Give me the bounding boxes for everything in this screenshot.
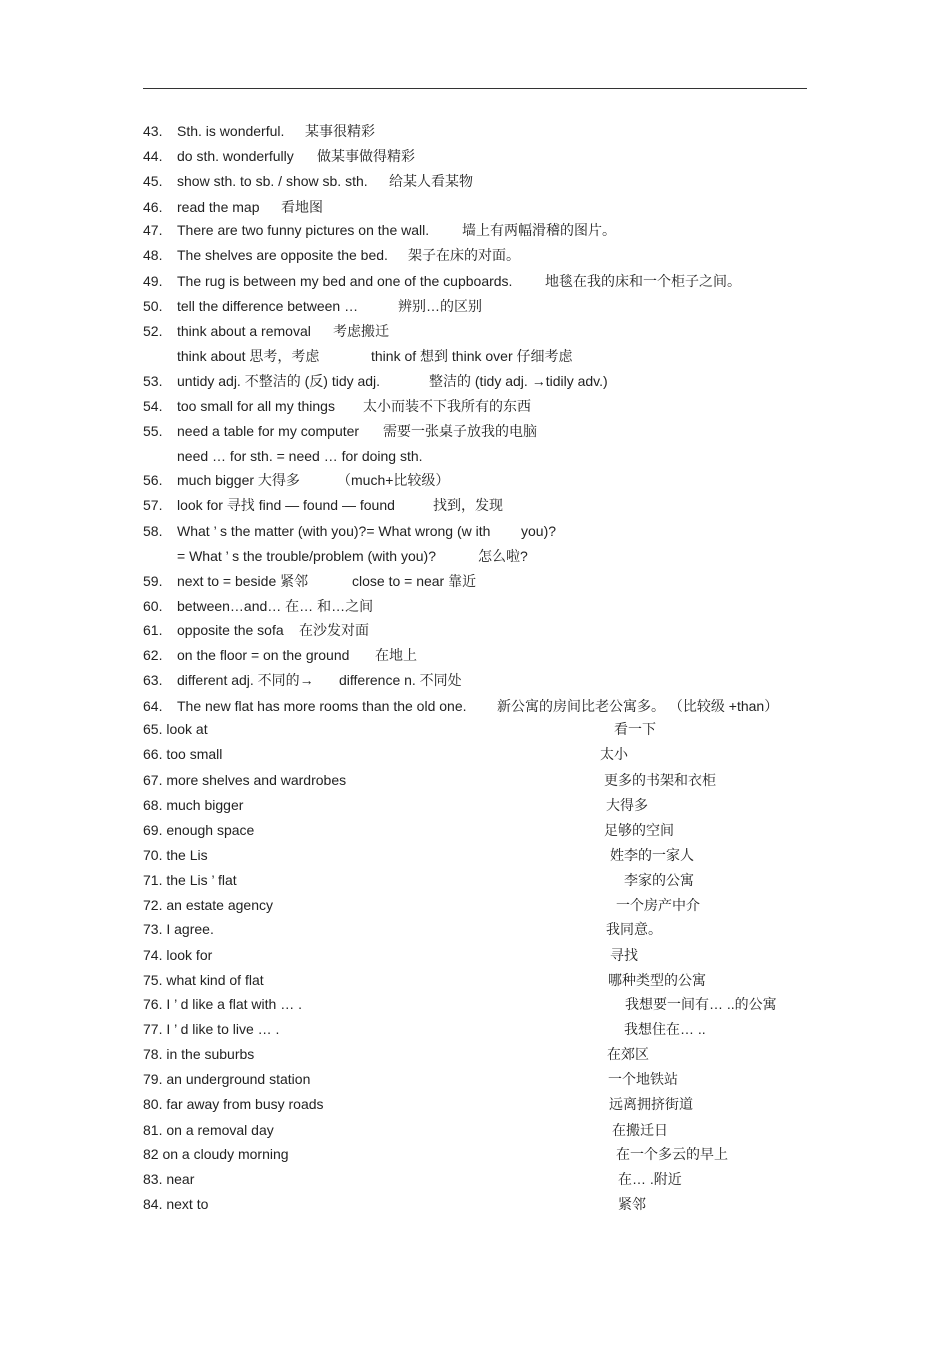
item-chinese: 在地上 — [375, 647, 417, 663]
item-chinese: 新公寓的房间比老公寓多。 （比较级 +than） — [497, 698, 779, 714]
item-english: 81. on a removal day — [143, 1122, 274, 1138]
item-chinese: 大得多 — [606, 797, 648, 813]
item-number: 62. — [143, 647, 163, 663]
item-number: 52. — [143, 323, 163, 339]
item-english: different adj. 不同的→ — [177, 672, 314, 688]
item-chinese: 在一个多云的早上 — [616, 1146, 728, 1162]
item-number: 54. — [143, 398, 163, 414]
item-number: 43. — [143, 123, 163, 139]
item-english: too small for all my things — [177, 398, 335, 414]
item-english: 70. the Lis — [143, 847, 208, 863]
item-chinese: 一个房产中介 — [616, 897, 700, 913]
item-chinese: 我同意。 — [606, 921, 662, 937]
item-chinese: 远离拥挤街道 — [609, 1096, 693, 1112]
item-english: 82 on a cloudy morning — [143, 1146, 289, 1162]
item-english: much bigger 大得多 — [177, 472, 300, 488]
item-number: 49. — [143, 273, 163, 289]
item-chinese: 做某事做得精彩 — [317, 148, 415, 164]
item-chinese: 整洁的 (tidy adj. →tidily adv.) — [429, 373, 608, 389]
item-chinese: 寻找 — [610, 947, 638, 963]
item-number: 53. — [143, 373, 163, 389]
item-english: look for 寻找 find — found — found — [177, 497, 395, 513]
item-chinese: difference n. 不同处 — [339, 672, 462, 688]
item-english: 79. an underground station — [143, 1071, 311, 1087]
item-chinese: 找到，发现 — [433, 497, 503, 513]
item-chinese: 在沙发对面 — [299, 622, 369, 638]
item-english: 66. too small — [143, 746, 223, 762]
item-english: tell the difference between … — [177, 298, 359, 314]
item-english: 65. look at — [143, 721, 208, 737]
item-english: The shelves are opposite the bed. — [177, 247, 388, 263]
item-chinese: think of 想到 think over 仔细考虑 — [371, 348, 573, 364]
item-number: 57. — [143, 497, 163, 513]
item-english: 68. much bigger — [143, 797, 244, 813]
item-chinese: 姓李的一家人 — [610, 847, 694, 863]
item-english: untidy adj. 不整洁的 (反) tidy adj. — [177, 373, 381, 389]
item-chinese: 某事很精彩 — [305, 123, 375, 139]
item-number: 64. — [143, 698, 163, 714]
item-english: need … for sth. = need … for doing sth. — [177, 448, 423, 464]
item-chinese: 太小 — [600, 746, 628, 762]
item-chinese: 足够的空间 — [604, 822, 674, 838]
item-english: think about a removal — [177, 323, 311, 339]
item-number: 44. — [143, 148, 163, 164]
item-chinese: 在搬迁日 — [612, 1122, 668, 1138]
item-english: 71. the Lis ’ flat — [143, 872, 237, 888]
item-chinese: 需要一张桌子放我的电脑 — [383, 423, 537, 439]
item-english: 73. I agree. — [143, 921, 214, 937]
item-english: 77. I ’ d like to live … . — [143, 1021, 280, 1037]
item-english: = What ’ s the trouble/problem (with you)? — [177, 548, 436, 564]
item-number: 45. — [143, 173, 163, 189]
item-chinese: you)? — [521, 523, 557, 539]
item-english: need a table for my computer — [177, 423, 360, 439]
item-chinese: 怎么啦? — [478, 548, 528, 564]
item-chinese: 一个地铁站 — [608, 1071, 678, 1087]
item-chinese: （much+比较级） — [337, 472, 450, 488]
item-number: 47. — [143, 222, 163, 238]
item-english: 67. more shelves and wardrobes — [143, 772, 347, 788]
item-number: 59. — [143, 573, 163, 589]
item-chinese: 看一下 — [614, 721, 656, 737]
item-chinese: 更多的书架和衣柜 — [604, 772, 716, 788]
item-english: 75. what kind of flat — [143, 972, 264, 988]
item-chinese: 墙上有两幅滑稽的图片。 — [462, 222, 616, 238]
item-chinese: 在… .附近 — [618, 1171, 682, 1187]
item-english: between…and… 在… 和…之间 — [177, 598, 374, 614]
item-chinese: 在郊区 — [607, 1046, 649, 1062]
item-number: 60. — [143, 598, 163, 614]
item-number: 48. — [143, 247, 163, 263]
item-chinese: 我想要一间有… ..的公寓 — [625, 996, 777, 1012]
item-chinese: 地毯在我的床和一个柜子之间。 — [545, 273, 741, 289]
item-english: The rug is between my bed and one of the cupboards. — [177, 273, 513, 289]
item-chinese: close to = near 靠近 — [352, 573, 477, 589]
item-english: 83. near — [143, 1171, 195, 1187]
item-english: There are two funny pictures on the wall. — [177, 222, 430, 238]
item-chinese: 太小而装不下我所有的东西 — [363, 398, 531, 414]
item-number: 55. — [143, 423, 163, 439]
item-english: 84. next to — [143, 1196, 209, 1212]
item-english: do sth. wonderfully — [177, 148, 294, 164]
item-english: 69. enough space — [143, 822, 255, 838]
item-english: 78. in the suburbs — [143, 1046, 255, 1062]
item-chinese: 考虑搬迁 — [333, 323, 389, 339]
item-english: next to = beside 紧邻 — [177, 573, 309, 589]
item-chinese: 架子在床的对面。 — [408, 247, 520, 263]
item-english: What ’ s the matter (with you)?= What wrong (w ith — [177, 523, 491, 539]
item-english: 76. I ’ d like a flat with … . — [143, 996, 302, 1012]
item-english: read the map — [177, 199, 260, 215]
item-english: The new flat has more rooms than the old one. — [177, 698, 467, 714]
item-chinese: 李家的公寓 — [624, 872, 694, 888]
header-rule — [143, 88, 807, 89]
item-number: 56. — [143, 472, 163, 488]
item-english: 80. far away from busy roads — [143, 1096, 324, 1112]
item-english: 74. look for — [143, 947, 213, 963]
item-chinese: 我想住在… .. — [624, 1021, 706, 1037]
item-chinese: 看地图 — [281, 199, 323, 215]
item-chinese: 辨别…的区别 — [398, 298, 482, 314]
item-number: 46. — [143, 199, 163, 215]
item-english: Sth. is wonderful. — [177, 123, 285, 139]
item-english: think about 思考，考虑 — [177, 348, 320, 364]
item-number: 61. — [143, 622, 163, 638]
item-chinese: 哪种类型的公寓 — [608, 972, 706, 988]
item-english: show sth. to sb. / show sb. sth. — [177, 173, 368, 189]
item-chinese: 给某人看某物 — [389, 173, 473, 189]
item-number: 50. — [143, 298, 163, 314]
item-english: on the floor = on the ground — [177, 647, 350, 663]
item-number: 58. — [143, 523, 163, 539]
item-chinese: 紧邻 — [618, 1196, 646, 1212]
item-english: 72. an estate agency — [143, 897, 273, 913]
item-english: opposite the sofa — [177, 622, 284, 638]
item-number: 63. — [143, 672, 163, 688]
